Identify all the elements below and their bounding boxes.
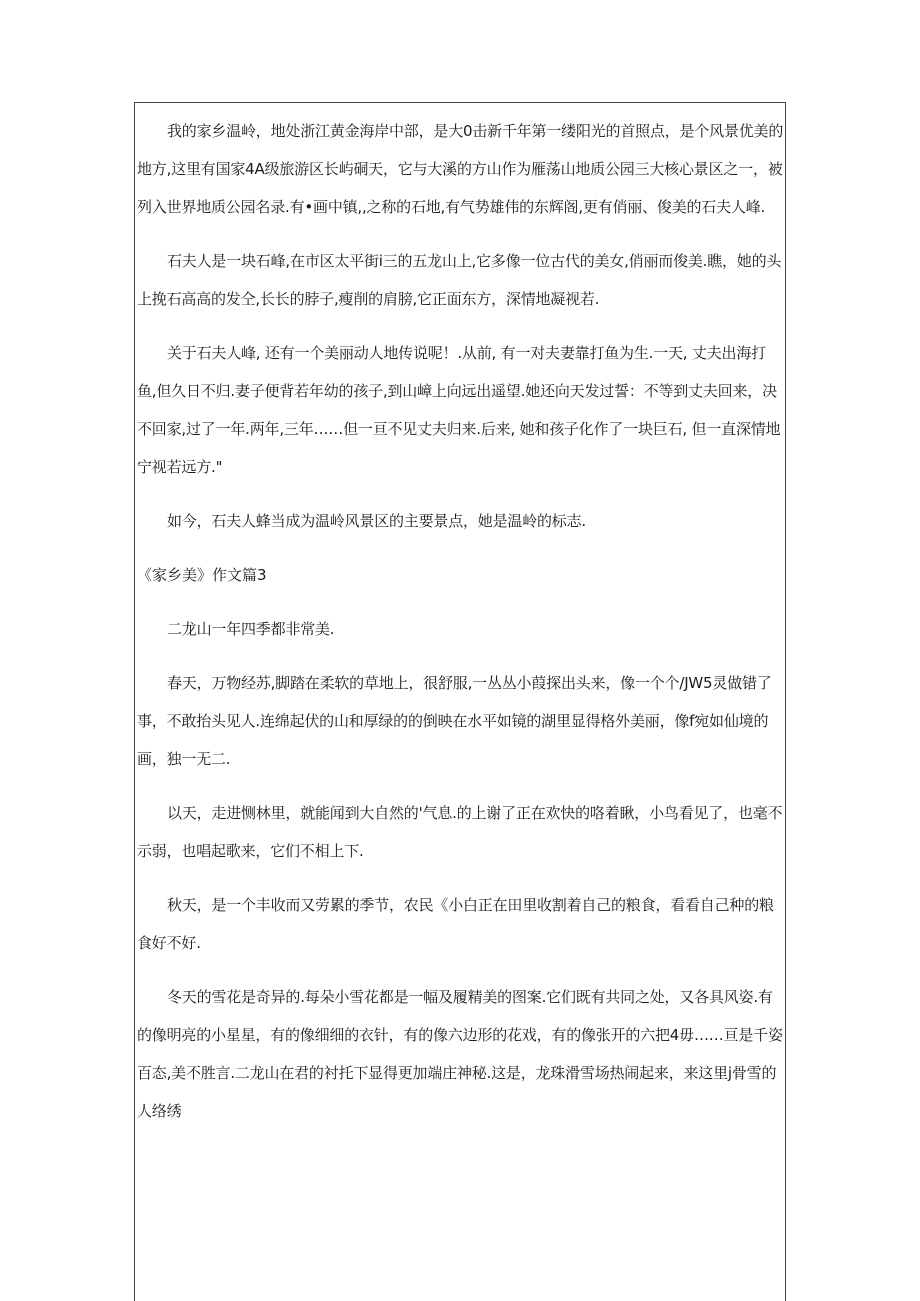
- paragraph-stone-lady: 石夫人是一块石峰,在市区太平街i三的五龙山上,它多像一位古代的美女,俏丽而俊美.瞧，她的头上挽石高高的发仝,长长的脖子,瘦削的肩膀,它正面东方，深情地凝视若.: [137, 252, 782, 308]
- paragraph-winter: 冬天的雪花是奇异的.每朵小雪花都是一幅及履精美的图案.它们既有共同之处，又各具风姿.有的像明亮的小星星，有的像细细的衣针，有的像六边形的花戏，有的像张开的六把4毋……亘是千姿百态,美不胜言.二龙山在君的衬托下显得更加端庄神秘.这是，龙珠滑雪场热闹起来，来这里j骨雪的人络绣: [137, 988, 783, 1120]
- paragraph-hometown-intro: 我的家乡温岭，地处浙江黄金海岸中部，是大0击新千年第一缕阳光的首照点，是个风景优美的地方,这里有国家4A级旅游区长屿硐天，它与大溪的方山作为雁荡山地质公园三大核心景区之一，被列入世界地质公园名录.有•画中镇,,之称的石地,有气势雄伟的东辉阁,更有俏丽、俊美的石夫人峰.: [137, 122, 784, 216]
- document-body: [137, 112, 785, 1146]
- paragraph-autumn: 秋天，是一个丰收而又劳累的季节，农民《小白正在田里收割着自己的粮食，看看自己种的粮食好不好.: [137, 896, 774, 952]
- paragraph-summer: 以天，走进恻林里，就能闻到大自然的'气息.的上谢了正在欢快的咯着瞅，小鸟看见了，也毫不示弱，也唱起歌来，它们不相上下.: [137, 804, 783, 860]
- paragraph-spring: 春天，万物经苏,脚踏在柔软的草地上，很舒服,一丛丛小葭探出头来，像一个个/JW5灵做错了事，不敢抬头见人.连绵起伏的山和厚绿的的倒映在水平如镜的湖里显得格外美丽，像f宛如仙境的画，独一无二.: [137, 674, 772, 768]
- paragraph-erlong-intro: 二龙山一年四季都非常美.: [167, 620, 335, 638]
- section-heading: 《家乡美》作文篇3: [137, 566, 267, 584]
- paragraph-landmark: 如今，石夫人蜂当成为温岭风景区的主要景点，她是温岭的标志.: [167, 512, 586, 530]
- paragraph-legend: 关于石夫人峰, 还有一个美丽动人地传说呢！.从前, 有一对夫妻靠打鱼为生.一天, 丈夫出海打鱼,但久日不归.妻子便背若年幼的孩子,到山嶂上向远出遥望.她还向天发过誓：不等到丈夫回来，决不回家,过了一年.两年,三年……但一亘不见丈夫归来.后来, 她和孩子化作了一块巨石, 但一直深情地宁视若远方.": [137, 344, 781, 476]
